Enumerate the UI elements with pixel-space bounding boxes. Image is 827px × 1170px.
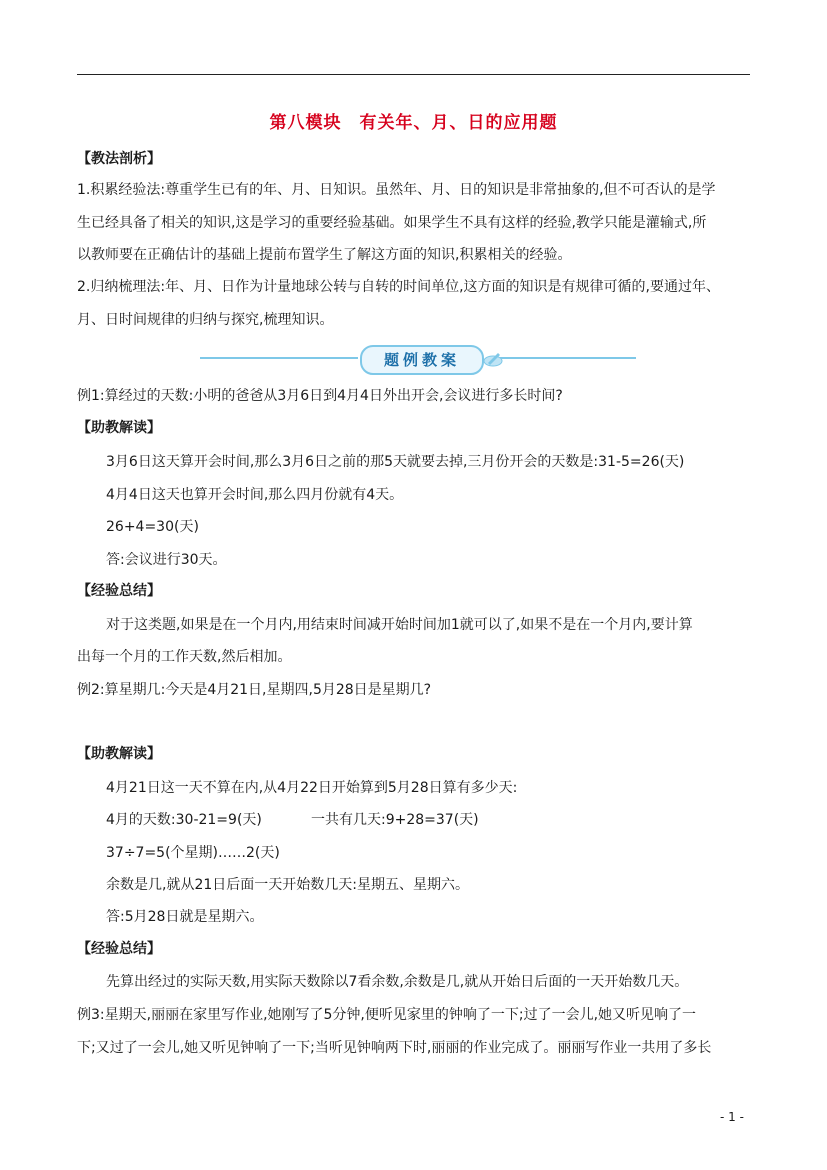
page-number: - 1 - [720, 1110, 744, 1124]
summary-line: 出每一个月的工作天数,然后相加。 [77, 649, 292, 665]
summary-line: 对于这类题,如果是在一个月内,用结束时间减开始时间加1就可以了,如果不是在一个月内,要计算 [106, 617, 693, 633]
banner-left-line [200, 357, 358, 359]
paragraph-line: 以教师要在正确估计的基础上提前布置学生了解这方面的知识,积累相关的经验。 [77, 247, 572, 263]
solution-line: 4月的天数:30-21=9(天) [106, 812, 262, 828]
page-title: 第八模块 有关年、月、日的应用题 [269, 113, 558, 133]
paragraph-line: 1.积累经验法:尊重学生已有的年、月、日知识。虽然年、月、日的知识是非常抽象的,但不可否认的是学 [77, 182, 716, 198]
paragraph-line: 生已经具备了相关的知识,这是学习的重要经验基础。如果学生不具有这样的经验,教学只能是灌输式,所 [77, 215, 707, 231]
example-1-question: 例1:算经过的天数:小明的爸爸从3月6日到4月4日外出开会,会议进行多长时间? [77, 388, 563, 404]
answer-line: 答:5月28日就是星期六。 [106, 909, 264, 925]
banner-right-line [498, 357, 636, 359]
example-banner [200, 344, 636, 372]
example-2-question: 例2:算星期几:今天是4月21日,星期四,5月28日是星期几? [77, 682, 432, 698]
solution-line: 余数是几,就从21日后面一天开始数几天:星期五、星期六。 [106, 877, 469, 893]
answer-line: 答:会议进行30天。 [106, 552, 227, 568]
example-3-question-line: 例3:星期天,丽丽在家里写作业,她刚写了5分钟,便听见家里的钟响了一下;过了一会儿,她又听见响了一 [77, 1007, 697, 1023]
solution-line: 26+4=30(天) [106, 519, 199, 535]
solution-line: 37÷7=5(个星期)……2(天) [106, 845, 280, 861]
section-heading-summary: 【经验总结】 [77, 941, 161, 957]
section-heading-summary: 【经验总结】 [77, 583, 161, 599]
solution-line: 4月21日这一天不算在内,从4月22日开始算到5月28日算有多少天: [106, 780, 518, 796]
summary-line: 先算出经过的实际天数,用实际天数除以7看余数,余数是几,就从开始日后面的一天开始数几天。 [106, 974, 689, 990]
paragraph-line: 月、日时间规律的归纳与探究,梳理知识。 [77, 312, 334, 328]
solution-line: 4月4日这天也算开会时间,那么四月份就有4天。 [106, 487, 404, 503]
solution-line: 一共有几天:9+28=37(天) [311, 812, 479, 828]
paragraph-line: 2.归纳梳理法:年、月、日作为计量地球公转与自转的时间单位,这方面的知识是有规律可循的,要通过年、 [77, 279, 720, 295]
solution-line: 3月6日这天算开会时间,那么3月6日之前的那5天就要去掉,三月份开会的天数是:31-5=26(天) [106, 454, 685, 470]
section-heading-assist: 【助教解读】 [77, 746, 161, 762]
banner-label: 题例教案 [360, 345, 484, 375]
header-rule [77, 74, 750, 75]
section-heading-assist: 【助教解读】 [77, 420, 161, 436]
section-heading-teaching-analysis: 【教法剖析】 [77, 151, 161, 167]
example-3-question-line: 下;又过了一会儿,她又听见钟响了一下;当听见钟响两下时,丽丽的作业完成了。丽丽写作业一共用了多长 [77, 1040, 712, 1056]
pencil-decoration-icon [482, 347, 504, 369]
